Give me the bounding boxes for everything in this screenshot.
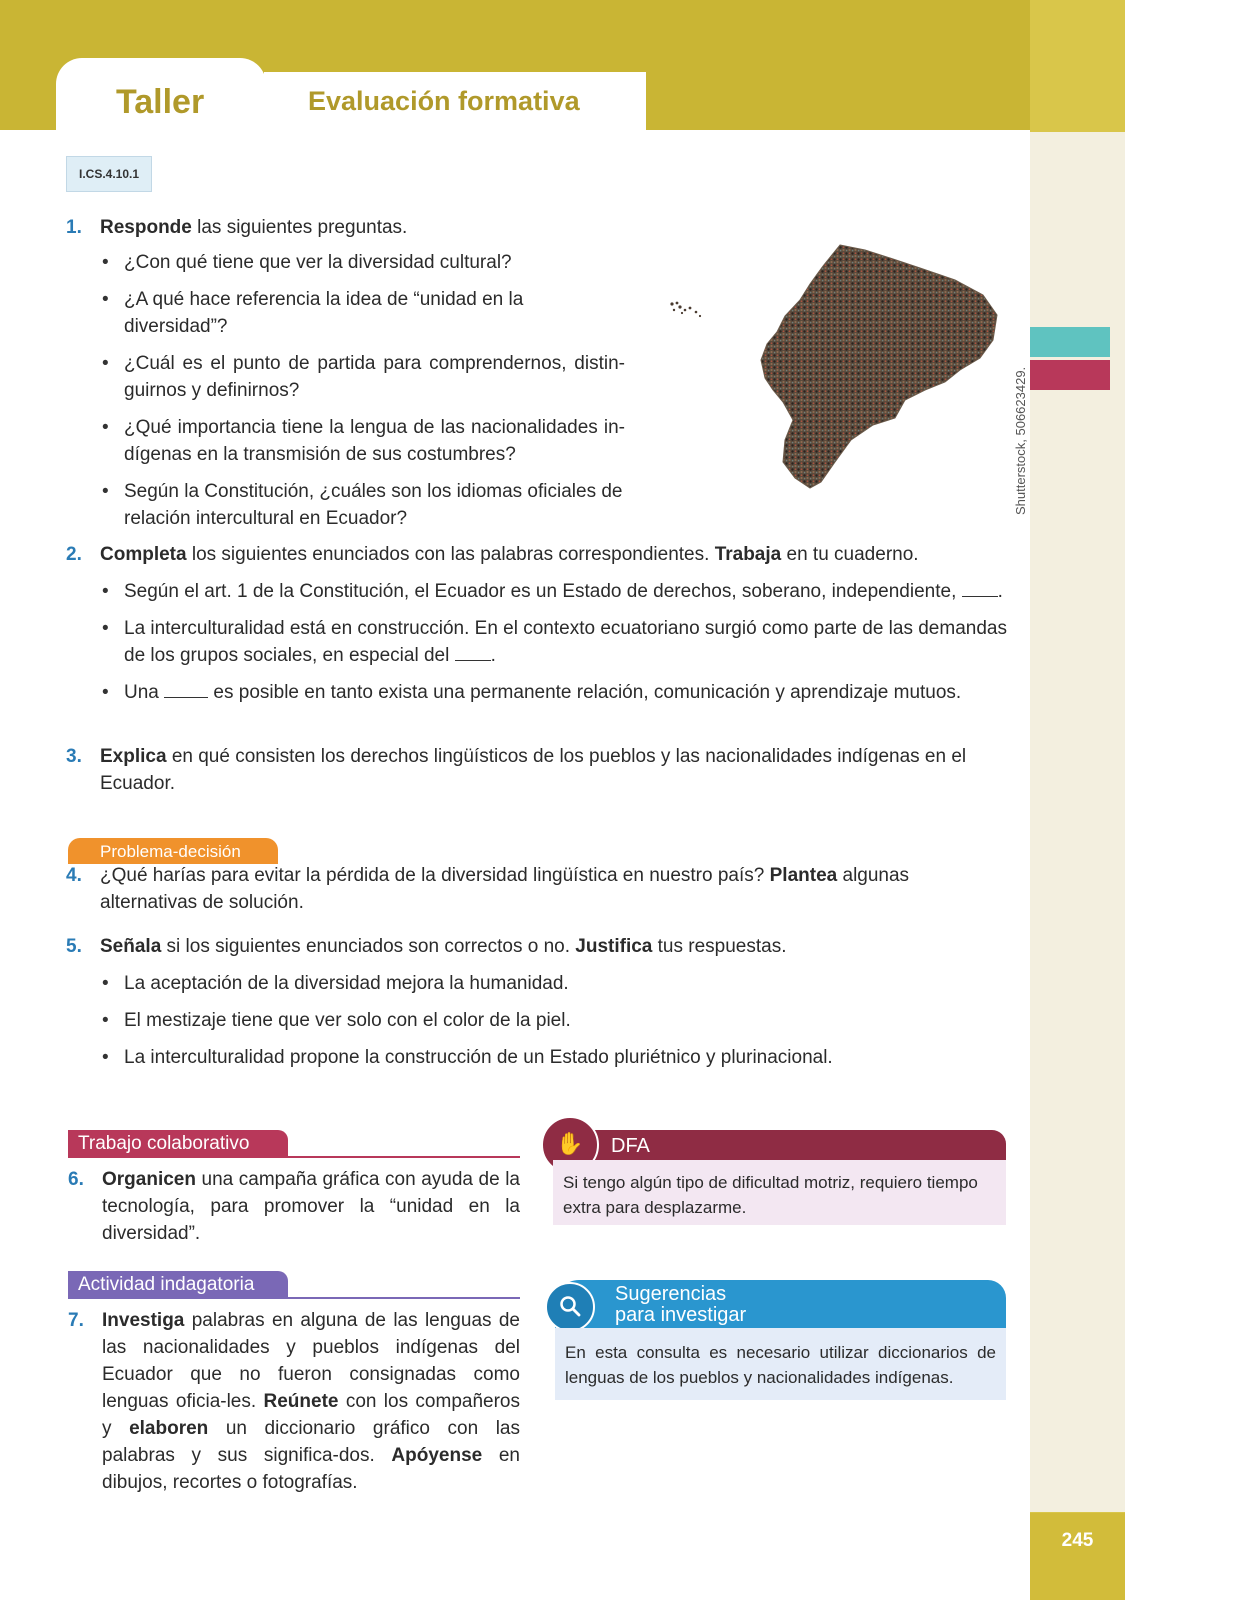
- image-credit: Shutterstock, 506623429.: [1013, 366, 1028, 515]
- question-verb: Señala: [100, 936, 162, 957]
- trabajo-colaborativo-label: Trabajo colaborativo: [68, 1130, 288, 1158]
- list-item: • La aceptación de la diversidad mejora la humanidad.: [100, 970, 1010, 997]
- question-verb: Apóyense: [391, 1445, 483, 1466]
- question-verb: Trabaja: [714, 544, 782, 565]
- answer-blank: [164, 683, 208, 698]
- question-number: 4.: [66, 865, 82, 886]
- question-verb: Reúnete: [263, 1391, 339, 1412]
- list-item: • ¿Con qué tiene que ver la diversidad cultural?: [100, 249, 625, 276]
- question-5: [66, 933, 1010, 1081]
- question-7: [68, 1307, 521, 1496]
- question-4: [66, 862, 1010, 916]
- question-verb: Plantea: [769, 865, 838, 886]
- question-verb: Justifica: [575, 936, 653, 957]
- question-text: en dibujos, recortes o fotografías.: [102, 1445, 520, 1493]
- list-item: • ¿Qué importancia tiene la lengua de las nacionalidades in-dígenas en la transmisión de sus costumbres?: [100, 414, 625, 468]
- dfa-title: DFA: [553, 1130, 1006, 1160]
- question-verb: Explica: [100, 746, 167, 767]
- question-text: si los siguientes enunciados son correctos o no.: [161, 936, 576, 957]
- magnifier-icon: [545, 1282, 595, 1332]
- answer-blank: [455, 646, 491, 661]
- question-text: con los compañeros y: [102, 1391, 520, 1439]
- teal-stripe: [1030, 327, 1110, 357]
- question-text: en tu cuaderno.: [781, 544, 919, 565]
- question-text: una campaña gráfica con ayuda de la tecnología, para promover la “unidad en la diversidad”.: [102, 1169, 520, 1244]
- question-6: [68, 1166, 520, 1247]
- question-1-list: [100, 249, 625, 532]
- divider: [68, 1156, 520, 1158]
- page-number: 245: [1030, 1513, 1125, 1600]
- question-number: 3.: [66, 746, 82, 767]
- question-number: 7.: [68, 1310, 84, 1331]
- question-3: [66, 743, 1015, 797]
- list-item: • La interculturalidad está en construcción. En el contexto ecuatoriano surgió como parte de las demandas de los grupos sociales, en especial del .: [100, 615, 1010, 669]
- question-number: 1.: [66, 217, 82, 238]
- question-number: 6.: [68, 1169, 84, 1190]
- statement-text: es posible en tanto exista una permanente relación, comunicación y aprendizaje mutuos.: [213, 682, 962, 703]
- hands-icon: ✋: [541, 1116, 599, 1174]
- question-text: las siguientes preguntas.: [191, 217, 408, 238]
- question-text: tus respuestas.: [652, 936, 787, 957]
- statement-text: La interculturalidad está en construcción. En el contexto ecuatoriano surgió como parte de las demandas de los grupos sociales, en especial del: [124, 618, 1007, 666]
- question-5-list: [100, 970, 1010, 1071]
- question-verb: Responde: [100, 217, 192, 238]
- divider: [68, 1297, 520, 1299]
- statement-text: Según el art. 1 de la Constitución, el Ecuador es un Estado de derechos, soberano, independiente,: [124, 581, 957, 602]
- question-verb: Investiga: [102, 1310, 185, 1331]
- sugerencias-text: En esta consulta es necesario utilizar diccionarios de lenguas de los pueblos y nacionalidades indígenas.: [555, 1328, 1006, 1400]
- question-text: los siguientes enunciados con las palabras correspondientes.: [186, 544, 715, 565]
- dfa-text: Si tengo algún tipo de dificultad motriz, requiero tiempo extra para desplazarme.: [553, 1160, 1006, 1225]
- question-text: un diccionario gráfico con las palabras y sus significa-dos.: [102, 1418, 521, 1466]
- list-item: [100, 679, 1010, 706]
- list-item: • El mestizaje tiene que ver solo con el color de la piel.: [100, 1007, 1010, 1034]
- question-2: [66, 541, 1010, 716]
- question-text: algunas alternativas de solución.: [100, 865, 910, 913]
- answer-blank: [962, 582, 998, 597]
- ecuador-crowd-map-image: [755, 240, 1000, 495]
- sugerencias-card: [545, 1280, 1006, 1400]
- question-text: palabras en alguna de las lenguas de las nacionalidades y pueblos indígenas del Ecuador que no fueron consignadas como lenguas oficia-les.: [102, 1310, 520, 1412]
- dfa-card: [553, 1130, 1006, 1225]
- section-title: Evaluación formativa: [264, 72, 646, 130]
- question-text: en qué consisten los derechos lingüísticos de los pueblos y las nacionalidades indígenas en el Ecuador.: [100, 746, 967, 794]
- list-item: • La interculturalidad propone la construcción de un Estado pluriétnico y plurinacional.: [100, 1044, 1010, 1071]
- question-number: 5.: [66, 936, 82, 957]
- list-item: • ¿Cuál es el punto de partida para comprendernos, distin-guirnos y definirnos?: [100, 350, 625, 404]
- question-1: [66, 214, 625, 542]
- sugerencias-title-line1: Sugerencias: [615, 1283, 727, 1305]
- question-verb: Organicen: [102, 1169, 196, 1190]
- indicator-code: I.CS.4.10.1: [66, 156, 152, 192]
- statement-text: Una: [124, 682, 159, 703]
- question-2-list: [100, 578, 1010, 706]
- list-item: • Según el art. 1 de la Constitución, el Ecuador es un Estado de derechos, soberano, independiente, .: [100, 578, 1010, 605]
- question-number: 2.: [66, 544, 82, 565]
- sugerencias-title: [555, 1280, 1006, 1328]
- question-verb: elaboren: [129, 1418, 209, 1439]
- problema-decision-label: Problema-decisión: [68, 838, 278, 864]
- question-verb: Completa: [100, 544, 187, 565]
- red-stripe: [1030, 360, 1110, 390]
- tab-taller: Taller: [56, 58, 266, 138]
- question-text: ¿Qué harías para evitar la pérdida de la diversidad lingüística en nuestro país?: [100, 865, 770, 886]
- actividad-indagatoria-label: Actividad indagatoria: [68, 1271, 288, 1299]
- list-item: • ¿A qué hace referencia la idea de “unidad en la diversidad”?: [100, 286, 625, 340]
- sugerencias-title-line2: para investigar: [615, 1304, 747, 1326]
- galapagos-crowd-dots: [668, 298, 704, 320]
- list-item: • Según la Constitución, ¿cuáles son los idiomas oficiales de relación intercultural en Ecuador?: [100, 478, 625, 532]
